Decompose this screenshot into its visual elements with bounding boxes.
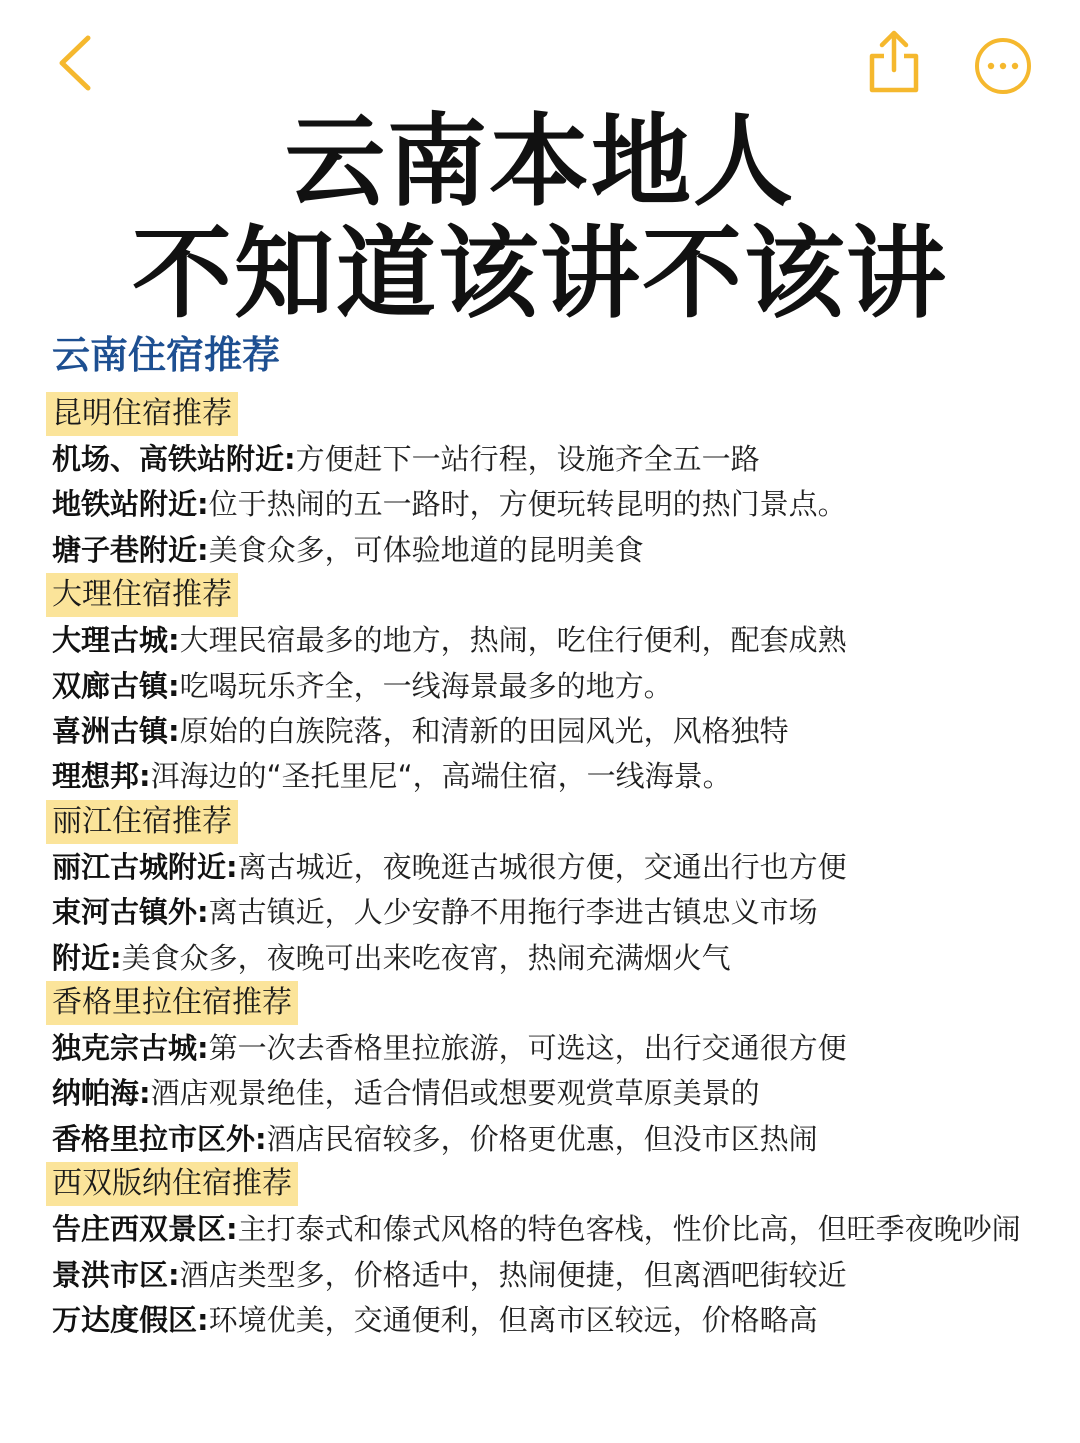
- city-section: [46, 981, 1046, 1162]
- entry-text: 原始的白族院落，和清新的田园风光，风格独特: [179, 714, 789, 749]
- chevron-left-icon: [48, 30, 108, 96]
- city-section: [46, 1162, 1046, 1343]
- list-item: [46, 1253, 1046, 1298]
- more-button[interactable]: [973, 36, 1033, 96]
- accommodation-list: [46, 392, 1046, 1344]
- page-title: [0, 103, 1080, 332]
- city-heading: 昆明住宿推荐: [46, 392, 238, 436]
- entry-text: 美食众多，夜晚可出来吃夜宵，热闹充满烟火气: [121, 940, 731, 975]
- city-heading: 香格里拉住宿推荐: [46, 981, 298, 1025]
- entry-text: 酒店类型多，价格适中，热闹便捷，但离酒吧街较近: [179, 1257, 847, 1292]
- list-item: [46, 1026, 1046, 1071]
- more-icon: [973, 36, 1033, 96]
- list-item: [46, 1298, 1046, 1343]
- list-item: [46, 709, 1046, 754]
- list-item: [46, 618, 1046, 663]
- entry-key: 理想邦:: [52, 759, 151, 794]
- entry-key: 独克宗古城:: [52, 1031, 209, 1066]
- city-heading: 丽江住宿推荐: [46, 800, 238, 844]
- entry-text: 酒店民宿较多，价格更优惠，但没市区热闹: [266, 1121, 818, 1156]
- list-item: [46, 1207, 1046, 1252]
- entry-text: 酒店观景绝佳，适合情侣或想要观赏草原美景的: [150, 1076, 760, 1111]
- city-heading: 大理住宿推荐: [46, 573, 238, 617]
- entry-text: 吃喝玩乐齐全，一线海景最多的地方。: [179, 668, 673, 703]
- entry-text: 洱海边的“圣托里尼“，高端住宿，一线海景。: [150, 759, 732, 794]
- entry-key: 丽江古城附近:: [52, 849, 238, 884]
- entry-text: 离古镇近，人少安静不用拖行李进古镇忠义市场: [208, 895, 818, 930]
- entry-key: 告庄西双景区:: [52, 1212, 238, 1247]
- list-item: [46, 1117, 1046, 1162]
- entry-key: 香格里拉市区外:: [52, 1121, 267, 1156]
- entry-key: 机场、高铁站附近:: [52, 442, 296, 476]
- list-item: [46, 664, 1046, 709]
- entry-key: 地铁站附近:: [52, 487, 209, 522]
- city-section: [46, 392, 1046, 573]
- back-button[interactable]: [48, 30, 108, 96]
- list-item: [46, 890, 1046, 935]
- entry-key: 附近:: [52, 940, 122, 975]
- share-button[interactable]: [862, 28, 926, 98]
- entry-text: 大理民宿最多的地方，热闹，吃住行便利，配套成熟: [179, 623, 847, 658]
- entry-text: 离古城近，夜晚逛古城很方便，交通出行也方便: [237, 849, 847, 884]
- entry-text: 环境优美，交通便利，但离市区较远，价格略高: [208, 1303, 818, 1338]
- entry-key: 喜洲古镇:: [52, 714, 180, 749]
- city-heading: 西双版纳住宿推荐: [46, 1162, 298, 1206]
- entry-key: 纳帕海:: [52, 1076, 151, 1111]
- title-line-1: 云南本地人: [285, 103, 795, 220]
- list-item: [46, 528, 1046, 573]
- list-item: [46, 482, 1046, 527]
- list-item: [46, 845, 1046, 890]
- list-item: [46, 754, 1046, 799]
- entry-text: 方便赶下一站行程，设施齐全五一路: [295, 442, 760, 476]
- entry-key: 景洪市区:: [52, 1257, 180, 1292]
- entry-key: 塘子巷附近:: [52, 532, 209, 567]
- title-line-2: 不知道该讲不该讲: [132, 215, 948, 332]
- entry-text: 第一次去香格里拉旅游，可选这，出行交通很方便: [208, 1031, 847, 1066]
- section-heading: 云南住宿推荐: [52, 333, 281, 377]
- city-section: [46, 800, 1046, 981]
- share-icon: [862, 28, 926, 98]
- entry-key: 双廊古镇:: [52, 668, 180, 703]
- entry-key: 万达度假区:: [52, 1303, 209, 1338]
- entry-text: 美食众多，可体验地道的昆明美食: [208, 532, 644, 567]
- top-toolbar: [0, 0, 1080, 110]
- entry-text: 位于热闹的五一路时，方便玩转昆明的热门景点。: [208, 487, 847, 522]
- entry-key: 大理古城:: [52, 623, 180, 658]
- list-item: [46, 1071, 1046, 1116]
- city-section: [46, 573, 1046, 800]
- list-item: [46, 936, 1046, 981]
- entry-text: 主打泰式和傣式风格的特色客栈，性价比高，但旺季夜晚吵闹: [237, 1212, 1021, 1247]
- entry-key: 束河古镇外:: [52, 895, 209, 930]
- list-item: [46, 437, 1046, 482]
